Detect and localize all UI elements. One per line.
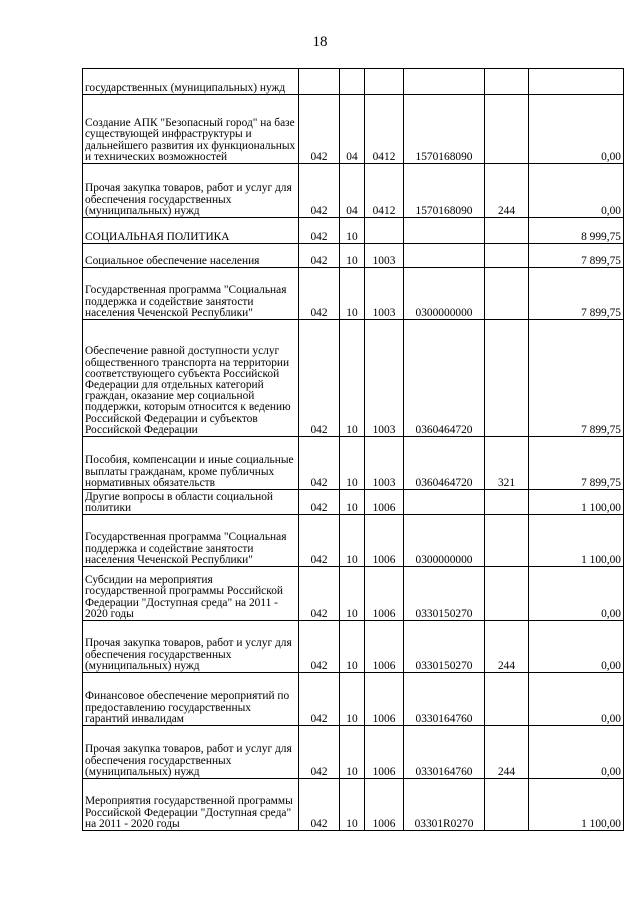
row-pr-cell: 0412 [365, 95, 404, 164]
row-vr-cell [485, 69, 529, 95]
row-rz-cell: 10 [340, 515, 365, 567]
row-ved-cell: 042 [299, 95, 340, 164]
row-csr-cell: 0330164760 [404, 726, 485, 779]
row-pr-cell: 1006 [365, 567, 404, 621]
table-row [83, 515, 624, 567]
row-pr-cell: 1003 [365, 437, 404, 490]
table-row [83, 673, 624, 726]
page-number: 18 [312, 34, 328, 50]
row-rz-cell: 10 [340, 320, 365, 437]
row-name-cell: Государственная программа "Социальная поддержка и содействие занятости населения Чеченской Республики" [83, 515, 299, 567]
row-sum-cell: 7 899,75 [529, 268, 624, 320]
row-vr-cell: 244 [485, 621, 529, 673]
row-vr-cell [485, 268, 529, 320]
row-csr-cell: 0330164760 [404, 673, 485, 726]
row-pr-cell: 0412 [365, 164, 404, 218]
row-ved-cell: 042 [299, 515, 340, 567]
row-rz-cell: 10 [340, 218, 365, 244]
row-sum-cell: 0,00 [529, 673, 624, 726]
row-ved-cell: 042 [299, 437, 340, 490]
row-pr-cell: 1006 [365, 515, 404, 567]
row-sum-cell: 1 100,00 [529, 515, 624, 567]
row-vr-cell [485, 244, 529, 268]
table-row [83, 244, 624, 268]
row-csr-cell [404, 218, 485, 244]
row-name-cell: СОЦИАЛЬНАЯ ПОЛИТИКА [83, 218, 299, 244]
row-sum-cell: 0,00 [529, 726, 624, 779]
table-row [83, 69, 624, 95]
row-pr-cell: 1006 [365, 779, 404, 831]
row-name-cell: Субсидии на мероприятия государственной программы Российской Федерации "Доступная среда" на 2011 - 2020 годы [83, 567, 299, 621]
row-ved-cell: 042 [299, 268, 340, 320]
table-row [83, 268, 624, 320]
row-pr-cell [365, 218, 404, 244]
row-sum-cell: 0,00 [529, 567, 624, 621]
row-rz-cell: 04 [340, 164, 365, 218]
table-row [83, 567, 624, 621]
row-ved-cell: 042 [299, 244, 340, 268]
row-pr-cell: 1003 [365, 268, 404, 320]
row-ved-cell [299, 69, 340, 95]
row-vr-cell [485, 490, 529, 515]
row-vr-cell [485, 218, 529, 244]
row-csr-cell [404, 490, 485, 515]
row-vr-cell [485, 95, 529, 164]
row-sum-cell: 1 100,00 [529, 490, 624, 515]
row-rz-cell: 10 [340, 567, 365, 621]
row-ved-cell: 042 [299, 726, 340, 779]
row-name-cell: Создание АПК "Безопасный город" на базе существующей инфраструктуры и дальнейшего развития их функциональных и технических возможностей [83, 95, 299, 164]
row-rz-cell: 10 [340, 621, 365, 673]
row-sum-cell: 7 899,75 [529, 244, 624, 268]
row-name-cell: Пособия, компенсации и иные социальные выплаты гражданам, кроме публичных нормативных обязательств [83, 437, 299, 490]
row-name-cell: Мероприятия государственной программы Российской Федерации "Доступная среда" на 2011 - 2020 годы [83, 779, 299, 831]
row-sum-cell: 0,00 [529, 621, 624, 673]
row-pr-cell: 1006 [365, 673, 404, 726]
table-row [83, 621, 624, 673]
row-csr-cell: 03301R0270 [404, 779, 485, 831]
row-sum-cell [529, 69, 624, 95]
row-rz-cell: 10 [340, 726, 365, 779]
row-csr-cell: 1570168090 [404, 95, 485, 164]
row-name-cell: Прочая закупка товаров, работ и услуг для обеспечения государственных (муниципальных) нужд [83, 726, 299, 779]
row-sum-cell: 0,00 [529, 164, 624, 218]
row-pr-cell: 1006 [365, 490, 404, 515]
row-pr-cell: 1006 [365, 621, 404, 673]
row-csr-cell [404, 69, 485, 95]
row-ved-cell: 042 [299, 567, 340, 621]
row-rz-cell: 10 [340, 437, 365, 490]
row-csr-cell [404, 244, 485, 268]
row-sum-cell: 7 899,75 [529, 437, 624, 490]
row-rz-cell: 10 [340, 268, 365, 320]
table-row [83, 779, 624, 831]
row-pr-cell: 1003 [365, 320, 404, 437]
row-name-cell: Прочая закупка товаров, работ и услуг для обеспечения государственных (муниципальных) нужд [83, 164, 299, 218]
row-csr-cell: 0300000000 [404, 268, 485, 320]
row-pr-cell: 1003 [365, 244, 404, 268]
row-vr-cell [485, 320, 529, 437]
table-row [83, 490, 624, 515]
row-name-cell: Государственная программа "Социальная поддержка и содействие занятости населения Чеченской Республики" [83, 268, 299, 320]
row-sum-cell: 0,00 [529, 95, 624, 164]
row-vr-cell: 321 [485, 437, 529, 490]
row-sum-cell: 7 899,75 [529, 320, 624, 437]
row-sum-cell: 8 999,75 [529, 218, 624, 244]
row-rz-cell: 04 [340, 95, 365, 164]
row-name-cell: Финансовое обеспечение мероприятий по предоставлению государственных гарантий инвалидам [83, 673, 299, 726]
row-name-cell: Социальное обеспечение населения [83, 244, 299, 268]
row-vr-cell [485, 567, 529, 621]
row-pr-cell: 1006 [365, 726, 404, 779]
row-csr-cell: 0360464720 [404, 437, 485, 490]
row-ved-cell: 042 [299, 621, 340, 673]
row-ved-cell: 042 [299, 320, 340, 437]
budget-table [82, 68, 624, 831]
row-csr-cell: 0300000000 [404, 515, 485, 567]
row-csr-cell: 0360464720 [404, 320, 485, 437]
row-ved-cell: 042 [299, 164, 340, 218]
row-vr-cell [485, 779, 529, 831]
row-ved-cell: 042 [299, 218, 340, 244]
row-csr-cell: 0330150270 [404, 567, 485, 621]
row-vr-cell [485, 515, 529, 567]
row-vr-cell: 244 [485, 726, 529, 779]
row-rz-cell: 10 [340, 673, 365, 726]
row-rz-cell: 10 [340, 244, 365, 268]
budget-table-body [83, 69, 624, 831]
row-name-cell: Прочая закупка товаров, работ и услуг для обеспечения государственных (муниципальных) нужд [83, 621, 299, 673]
row-csr-cell: 1570168090 [404, 164, 485, 218]
row-rz-cell: 10 [340, 779, 365, 831]
row-rz-cell [340, 69, 365, 95]
row-csr-cell: 0330150270 [404, 621, 485, 673]
row-vr-cell: 244 [485, 164, 529, 218]
row-ved-cell: 042 [299, 490, 340, 515]
table-row [83, 437, 624, 490]
table-row [83, 95, 624, 164]
row-name-cell: Другие вопросы в области социальной политики [83, 490, 299, 515]
row-name-cell: государственных (муниципальных) нужд [83, 69, 299, 95]
table-row [83, 320, 624, 437]
table-row [83, 218, 624, 244]
row-pr-cell [365, 69, 404, 95]
row-ved-cell: 042 [299, 779, 340, 831]
row-vr-cell [485, 673, 529, 726]
row-ved-cell: 042 [299, 673, 340, 726]
table-row [83, 164, 624, 218]
row-rz-cell: 10 [340, 490, 365, 515]
row-name-cell: Обеспечение равной доступности услуг общественного транспорта на территории соответствующего субъекта Российской Федерации для отдельных категорий граждан, оказание мер социальной поддержки, которым относится к ведению Российской Федерации и субъектов Российской Федерации [83, 320, 299, 437]
row-sum-cell: 1 100,00 [529, 779, 624, 831]
table-row [83, 726, 624, 779]
